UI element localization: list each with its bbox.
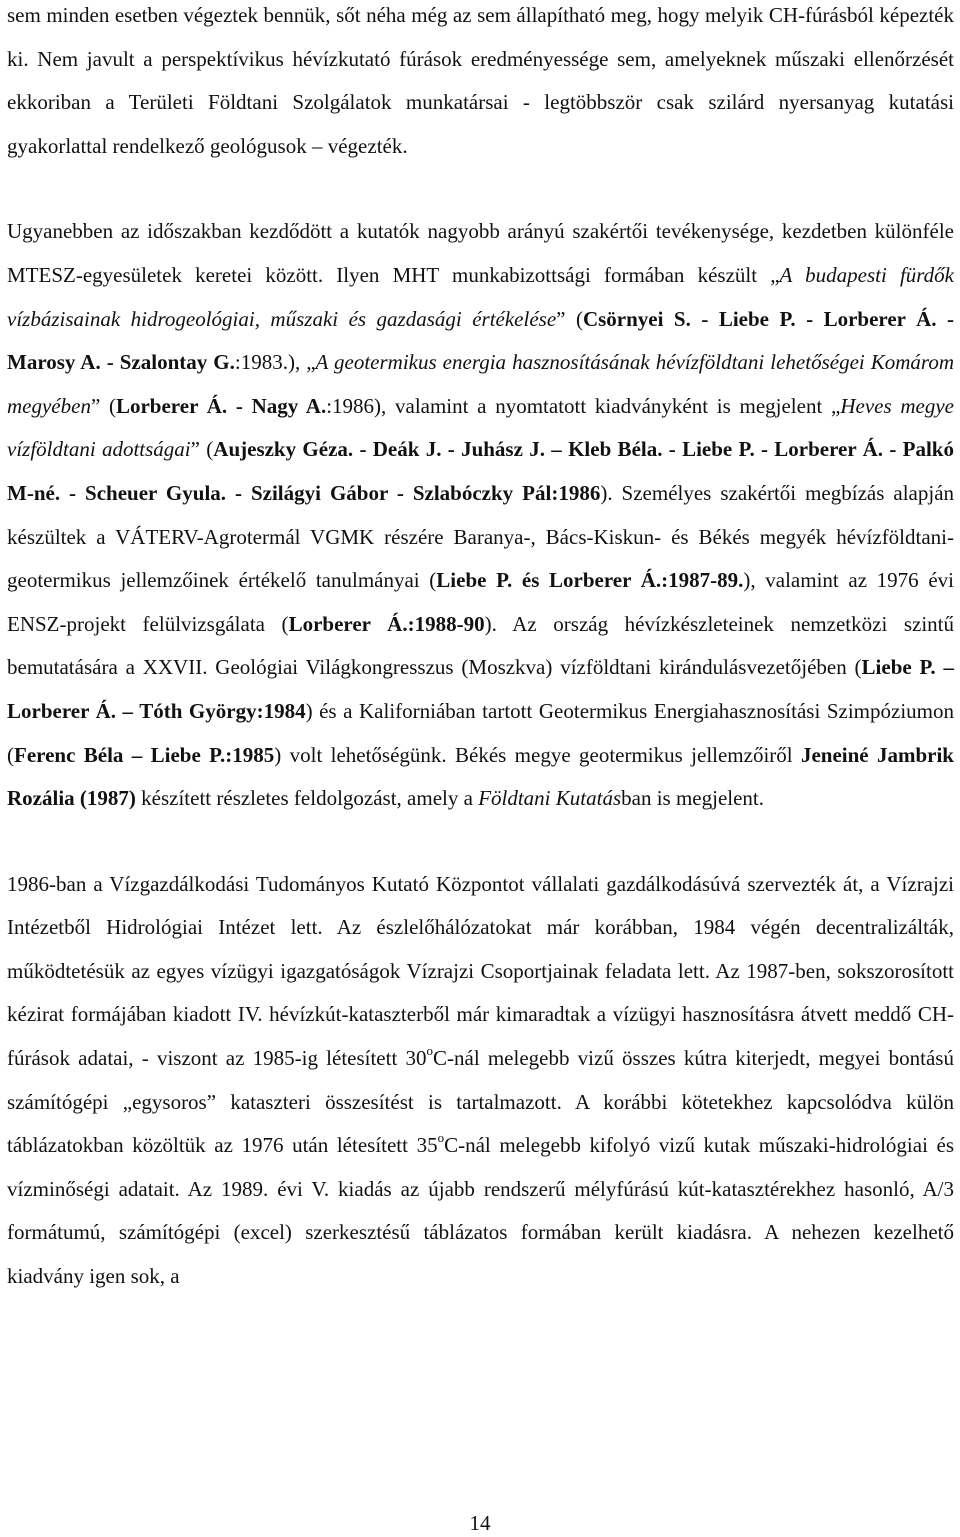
page-number: 14 bbox=[469, 1511, 491, 1535]
text-run: készített részletes feldolgozást, amely a bbox=[135, 786, 479, 811]
text-run: ” ( bbox=[90, 393, 116, 418]
superscript: o bbox=[426, 1043, 433, 1059]
text-run: ). Az ország hévízkészleteinek nemzetközi szintű bemutatására a XXVII. Geológiai Világkongresszus (Moszkva) vízföldtani kirándulásvezetőjében ( bbox=[7, 611, 955, 680]
text-run: 1986-ban a Vízgazdálkodási Tudományos Kutató Központot vállalati gazdálkodásúvá szervezték át, a Vízrajzi Intézetből Hidrológiai Intézet lett. Az észlelőhálózatokat már korábban, 1984 végén decentralizálták, működtetésük az egyes vízügyi igazgatóságok Vízrajzi Csoportjainak feladata lett. Az 1987-ben, sokszorosított kézirat formájában kiadott IV. hévízkút-kataszterből már kimaradtak a vízügyi hasznosításra átvett meddő CH-fúrások adatai, - viszont az 1985-ig létesített 30 bbox=[7, 871, 954, 1071]
text-run: ) volt lehetőségünk. Békés megye geotermikus jellemzőiről bbox=[274, 742, 801, 767]
text-run: ) és a Kaliforniában tartott Geotermikus Energiahasznosítási Szimpóziumon ( bbox=[7, 698, 954, 767]
paragraph-2 bbox=[7, 210, 954, 820]
bold-authors: Liebe P. – Lorberer Á. – Tóth György:1984 bbox=[7, 655, 954, 723]
text-run: ), valamint az 1976 évi ENSZ-projekt felülvizsgálata ( bbox=[7, 568, 954, 636]
bold-authors: Liebe P. és Lorberer Á.:1987-89. bbox=[436, 568, 744, 593]
bold-authors: Aujeszky Géza. - Deák J. - Juhász J. – Kleb Béla. - Liebe P. - Lorberer Á. - Palkó M-né. - Scheuer Gyula. - Szilágyi Gábor - Szlabóczky Pál:1986 bbox=[7, 437, 954, 505]
bold-authors: Lorberer Á.:1988-90 bbox=[288, 611, 485, 636]
italic-title: Heves megye vízföldtani adottságai bbox=[7, 393, 954, 462]
text-run: ” ( bbox=[556, 306, 583, 331]
text-run: :1983.), „ bbox=[234, 350, 316, 375]
bold-authors: Ferenc Béla – Liebe P.:1985 bbox=[14, 742, 275, 767]
italic-title: A budapesti fürdők vízbázisainak hidrogeológiai, műszaki és gazdasági értékelése bbox=[7, 262, 954, 331]
superscript: o bbox=[437, 1130, 445, 1146]
paragraph-1-text: sem minden esetben végeztek bennük, sőt néha még az sem állapítható meg, hogy melyik CH-fúrásból képezték ki. Nem javult a perspektívikus hévízkutató fúrások eredményessége sem, amelyeknek műszaki ellenőrzését ekkoriban a Területi Földtani Szolgálatok munkatársai - legtöbbször csak szilárd nyersanyag kutatási gyakorlattal rendelkező geológusok – végezték. bbox=[7, 3, 954, 158]
bold-authors: Jeneiné Jambrik Rozália (1987) bbox=[7, 742, 954, 811]
italic-title: A geotermikus energia hasznosításának hévízföldtani lehetőségei Komárom megyében bbox=[7, 350, 954, 418]
paragraph-3 bbox=[7, 863, 954, 1299]
text-run: ban is megjelent. bbox=[621, 786, 765, 811]
document-page bbox=[7, 0, 954, 1299]
text-run: ” ( bbox=[190, 437, 214, 462]
bold-authors: Csörnyei S. - Liebe P. - Lorberer Á. - Marosy A. - Szalontay G. bbox=[7, 306, 954, 375]
text-run: Ugyanebben az időszakban kezdődött a kutatók nagyobb arányú szakértői tevékenysége, kezdetben különféle MTESZ-egyesületek keretei között. Ilyen MHT munkabizottsági formában készült „ bbox=[7, 219, 954, 287]
text-run: :1986), valamint a nyomtatott kiadványként is megjelent „ bbox=[326, 393, 841, 418]
bold-authors: Lorberer Á. - Nagy A. bbox=[115, 393, 327, 418]
paragraph-1 bbox=[7, 0, 954, 168]
text-run: C-nál melegebb vizű összes kútra kiterjedt, megyei bontású számítógépi „egysoros” kataszteri összesítést is tartalmazott. A korábbi kötetekhez kapcsolódva külön táblázatokban közöltük az 1976 után létesített 35 bbox=[7, 1046, 954, 1158]
italic-journal: Földtani Kutatás bbox=[478, 786, 622, 811]
text-run: C-nál melegebb kifolyó vizű kutak műszaki-hidrológiai és vízminőségi adatait. Az 1989. évi V. kiadás az újabb rendszerű mélyfúrású kút-katasztérekhez hasonló, A/3 formátumú, számítógépi (excel) szerkesztésű táblázatos formában került kiadásra. A nehezen kezelhető kiadvány igen sok, a bbox=[7, 1133, 954, 1289]
text-run: ). Személyes szakértői megbízás alapján készültek a VÁTERV-Agrotermál VGMK részére Baranya-, Bács-Kiskun- és Békés megyék hévízföldtani-geotermikus jellemzőinek értékelő tanulmányai ( bbox=[7, 480, 955, 593]
